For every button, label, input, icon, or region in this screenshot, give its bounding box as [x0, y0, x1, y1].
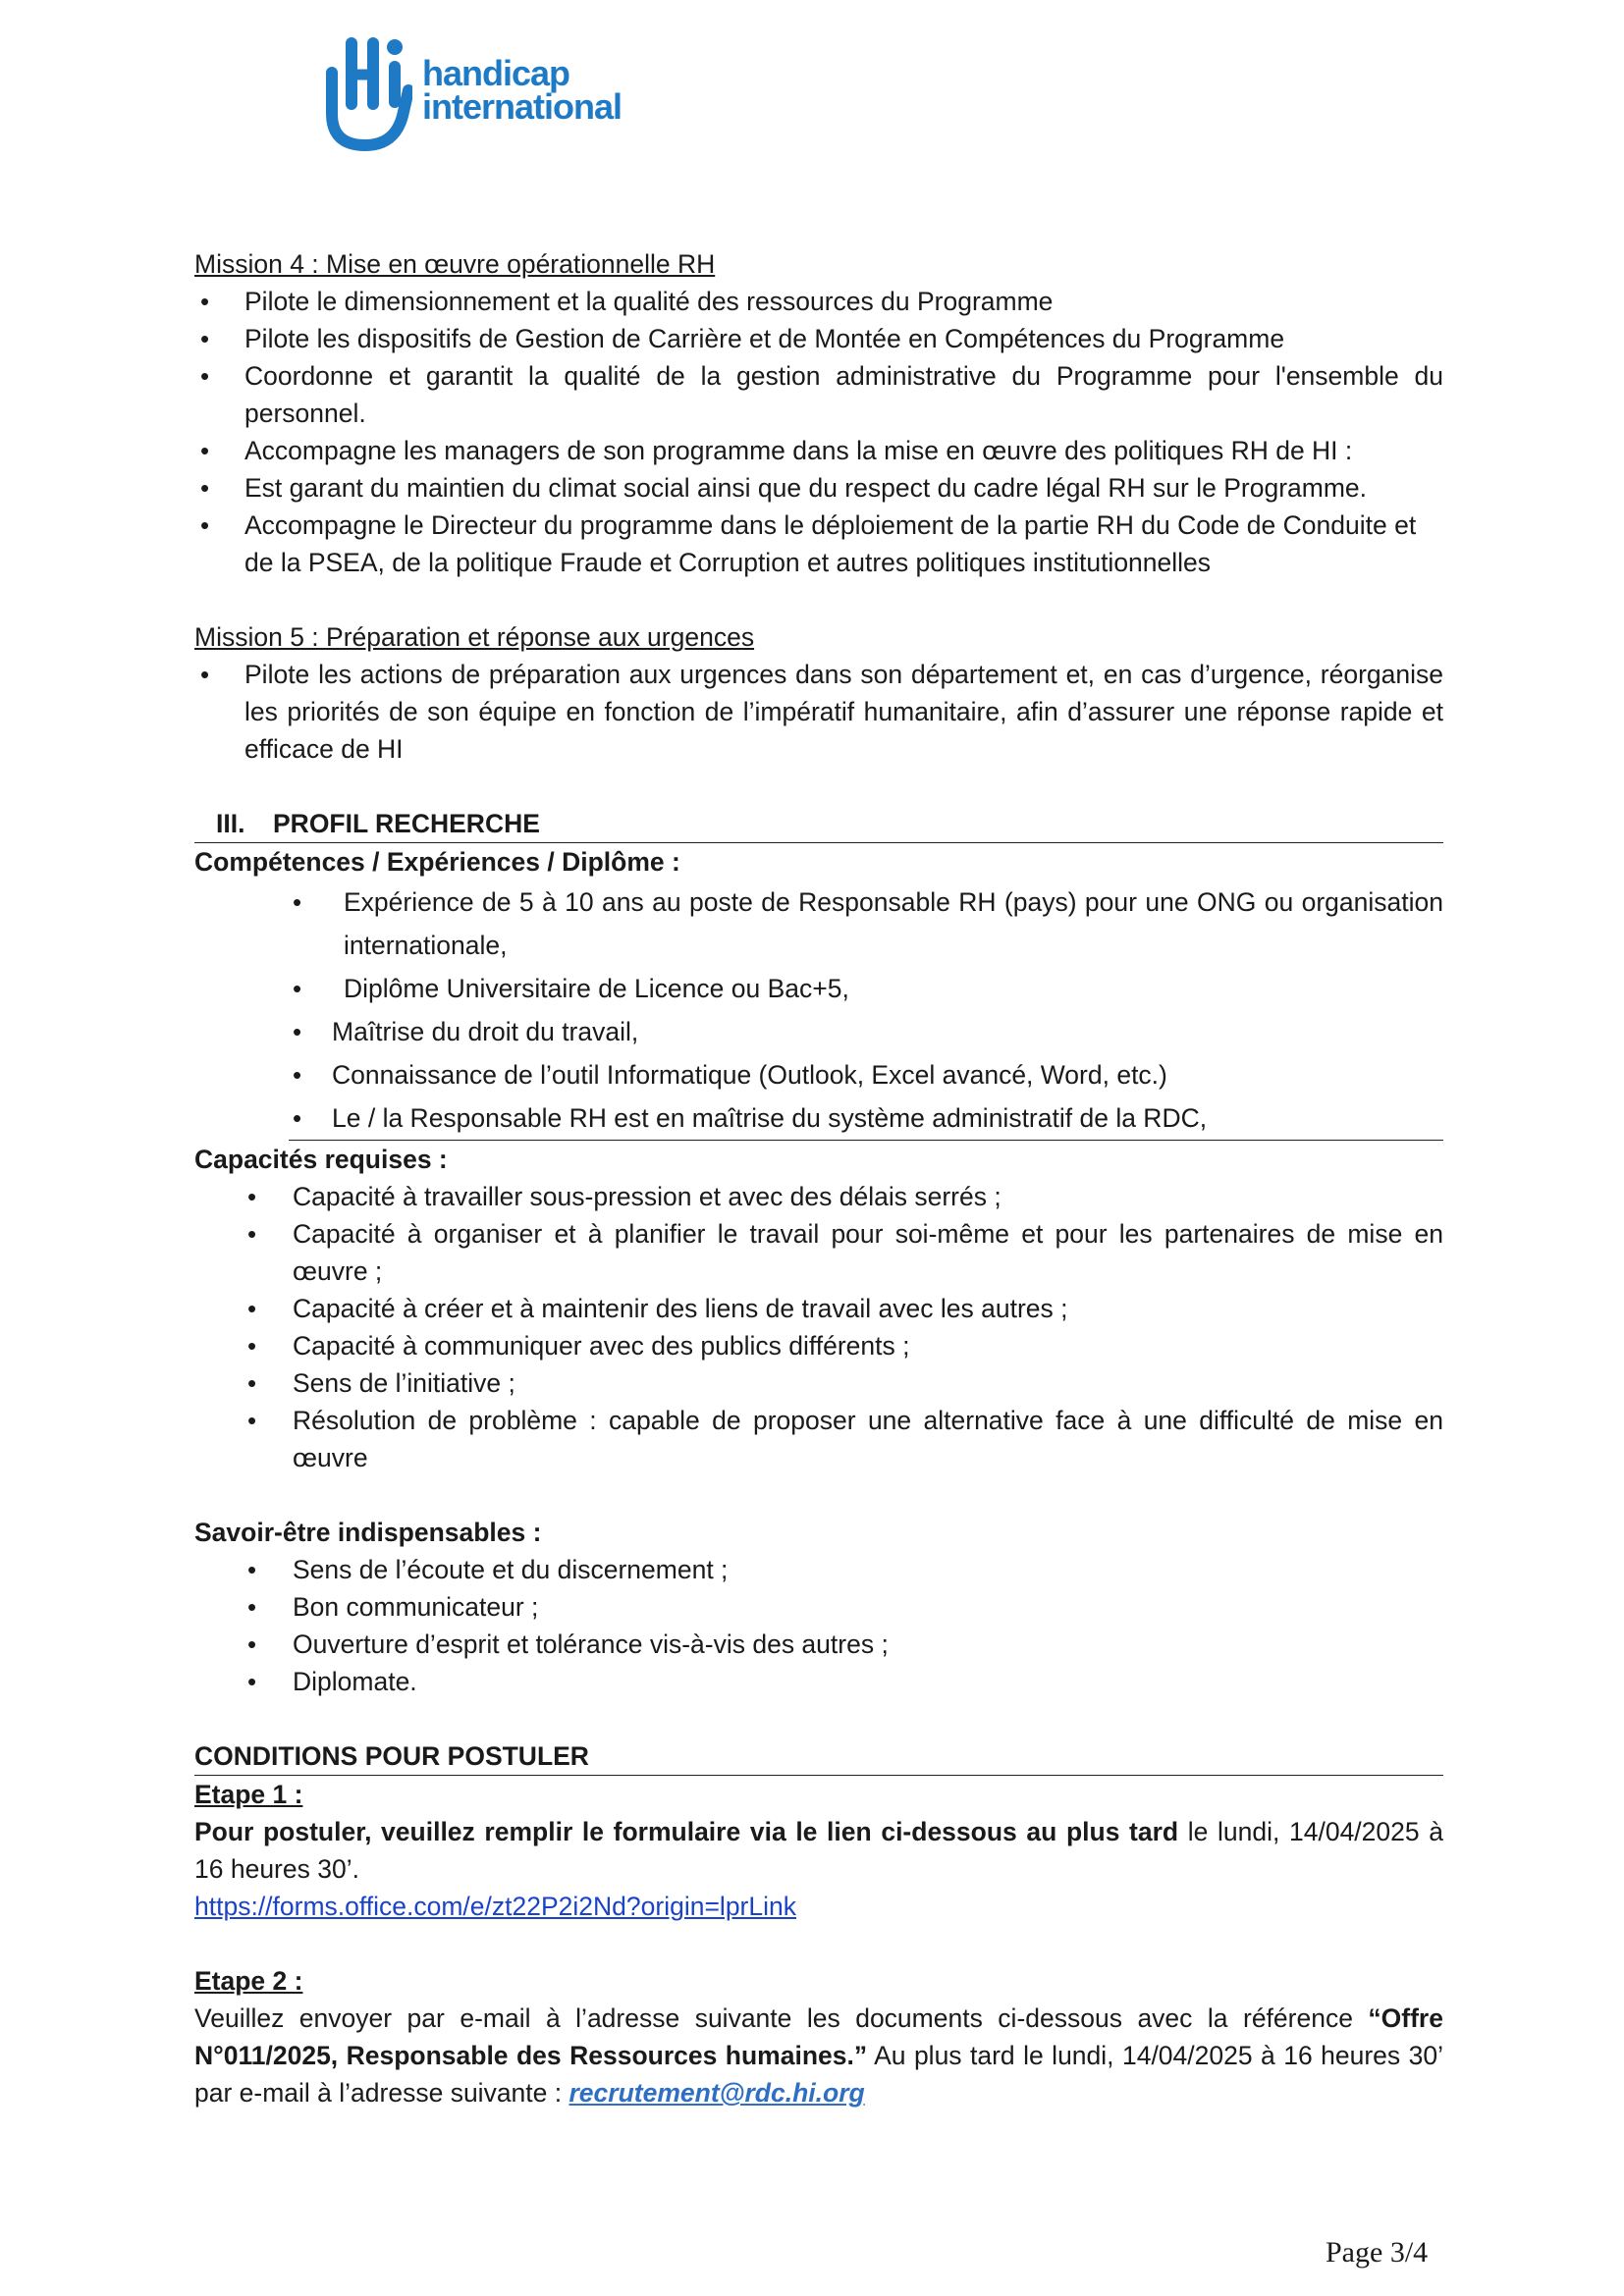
list-item: • Diplôme Universitaire de Licence ou Bac+5, — [194, 967, 1443, 1010]
application-form-link[interactable]: https://forms.office.com/e/zt22P2i2Nd?origin=lprLink — [194, 1892, 796, 1921]
mission-5-list — [194, 656, 1443, 768]
etape-2-label: Etape 2 : — [194, 1966, 303, 1996]
competences-list — [194, 881, 1443, 1140]
savoir-list — [194, 1551, 1443, 1700]
list-item: • Sens de l’écoute et du discernement ; — [194, 1551, 1443, 1588]
conditions-heading: CONDITIONS POUR POSTULER — [194, 1737, 1443, 1776]
list-item: • Bon communicateur ; — [194, 1588, 1443, 1626]
list-item: • Est garant du maintien du climat social ainsi que du respect du cadre légal RH sur le Programme. — [194, 469, 1443, 507]
list-item: • Le / la Responsable RH est en maîtrise du système administratif de la RDC, — [194, 1096, 1443, 1140]
mission-4-list — [194, 283, 1443, 581]
logo-line-1: handicap — [422, 53, 570, 93]
etape-1-bold-text: Pour postuler, veuillez remplir le formulaire via le lien ci-dessous au plus tard — [194, 1817, 1179, 1846]
savoir-label: Savoir-être indispensables : — [194, 1518, 542, 1547]
logo-line-2: international — [422, 86, 623, 127]
competences-label: Compétences / Expériences / Diplôme : — [194, 847, 680, 877]
hi-hand-icon — [322, 29, 412, 151]
etape-1-label: Etape 1 : — [194, 1780, 303, 1809]
list-item: • Pilote les actions de préparation aux urgences dans son département et, en cas d’urgence, réorganise les priorités de son équipe en fonction de l’impératif humanitaire, afin d’assurer une réponse rapide et efficace de HI — [194, 656, 1443, 768]
document-body — [194, 245, 1443, 2111]
page-number: Page 3/4 — [1326, 2236, 1429, 2269]
etape-1-text — [194, 1813, 1443, 1888]
list-item: • Accompagne les managers de son programme dans la mise en œuvre des politiques RH de HI : — [194, 432, 1443, 469]
list-item: • Expérience de 5 à 10 ans au poste de Responsable RH (pays) pour une ONG ou organisation internationale, — [194, 881, 1443, 967]
capacites-label: Capacités requises : — [194, 1145, 448, 1174]
list-item: • Capacité à travailler sous-pression et avec des délais serrés ; — [194, 1178, 1443, 1215]
list-item: • Capacité à organiser et à planifier le travail pour soi-même et pour les partenaires de mise en œuvre ; — [194, 1215, 1443, 1290]
list-item: • Pilote les dispositifs de Gestion de Carrière et de Montée en Compétences du Programme — [194, 320, 1443, 357]
etape-1-deadline-text: le lundi, 14/04/2025 à 16 heures 30’. — [194, 1817, 1443, 1884]
list-item: • Diplomate. — [194, 1663, 1443, 1700]
recruitment-email-link[interactable]: recrutement@rdc.hi.org — [568, 2078, 865, 2108]
list-item: • Pilote le dimensionnement et la qualité des ressources du Programme — [194, 283, 1443, 320]
section-title: PROFIL RECHERCHE — [273, 809, 540, 838]
etape-2-text-part-2: Au plus tard le lundi, 14/04/2025 à 16 heures 30’ par e-mail à l’adresse suivante : — [194, 2041, 1443, 2108]
mission-5-title: Mission 5 : Préparation et réponse aux urgences — [194, 622, 755, 652]
list-item: • Maîtrise du droit du travail, — [194, 1010, 1443, 1053]
list-item: • Capacité à communiquer avec des publics différents ; — [194, 1327, 1443, 1364]
list-item: • Accompagne le Directeur du programme dans le déploiement de la partie RH du Code de Conduite et de la PSEA, de la politique Fraude et Corruption et autres politiques institutionnelles — [194, 507, 1443, 581]
list-item: • Coordonne et garantit la qualité de la gestion administrative du Programme pour l'ensemble du personnel. — [194, 357, 1443, 432]
list-item: • Sens de l’initiative ; — [194, 1364, 1443, 1402]
handicap-international-logo — [322, 29, 622, 151]
etape-2-text-part-1: Veuillez envoyer par e-mail à l’adresse suivante les documents ci-dessous avec la référence — [194, 2003, 1369, 2033]
section-heading-profil — [194, 805, 1443, 843]
offer-reference: “Offre N°011/2025, Responsable des Ressources humaines.” — [194, 2003, 1443, 2070]
list-item: • Connaissance de l’outil Informatique (Outlook, Excel avancé, Word, etc.) — [194, 1053, 1443, 1096]
section-number: III. — [216, 809, 245, 838]
list-item: • Résolution de problème : capable de proposer une alternative face à une difficulté de mise en œuvre — [194, 1402, 1443, 1476]
mission-4-title: Mission 4 : Mise en œuvre opérationnelle RH — [194, 249, 716, 279]
list-item: • Ouverture d’esprit et tolérance vis-à-vis des autres ; — [194, 1626, 1443, 1663]
list-item: • Capacité à créer et à maintenir des liens de travail avec les autres ; — [194, 1290, 1443, 1327]
capacites-list — [194, 1178, 1443, 1476]
etape-2-text — [194, 2000, 1443, 2111]
